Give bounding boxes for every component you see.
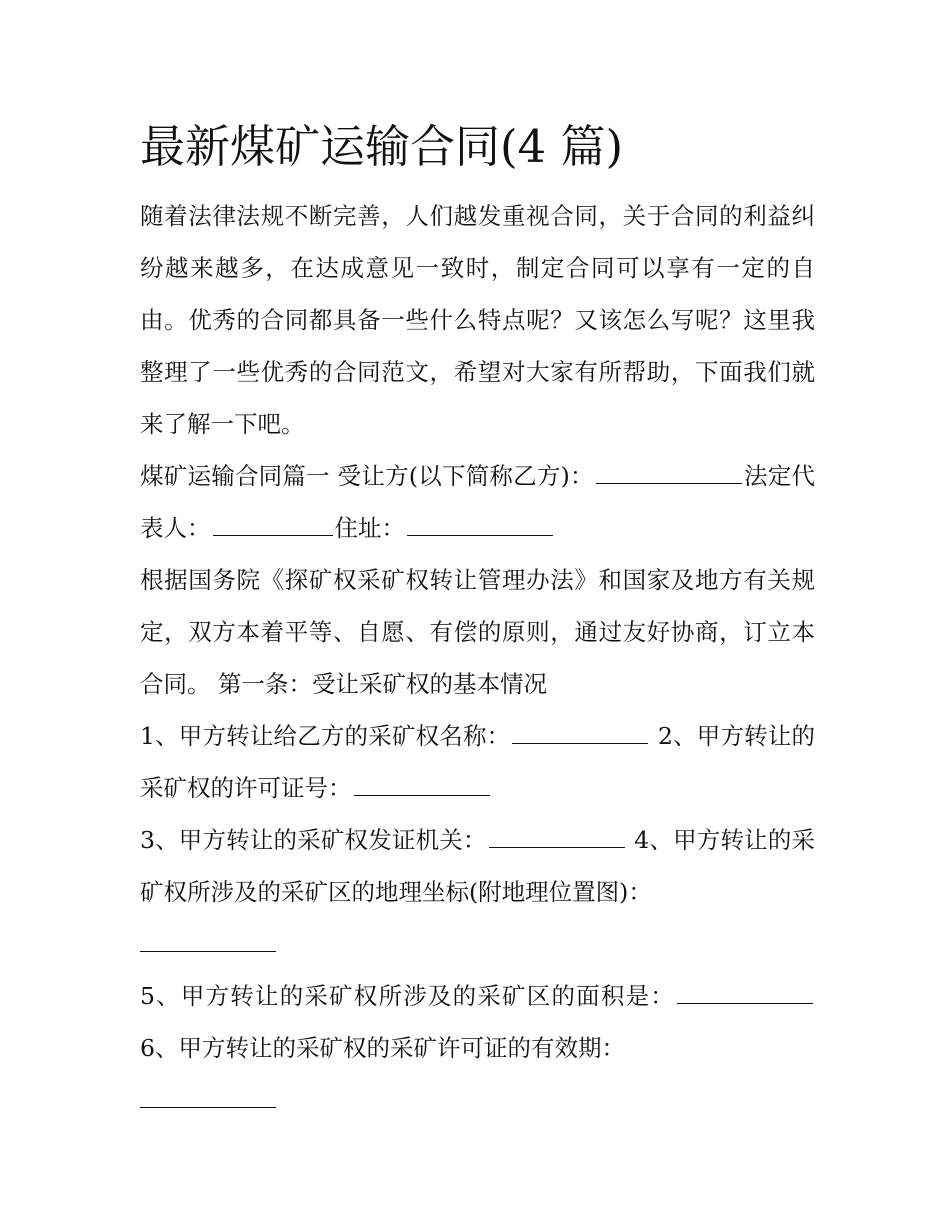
item-2-label: 2、甲方转让的采矿权的许可证号： [140,722,815,802]
basis-paragraph: 根据国务院《探矿权采矿权转让管理办法》和国家及地方有关规定，双方本着平等、自愿、有偿的原则，通过友好协商，订立本合同。 第一条：受让采矿权的基本情况 [140,566,815,698]
party-paragraph [140,450,815,554]
intro-paragraph: 随着法律法规不断完善，人们越发重视合同，关于合同的利益纠纷越来越多，在达成意见一致时，制定合同可以享有一定的自由。优秀的合同都具备一些什么特点呢？又该怎么写呢？这里我整理了一些优秀的合同范文，希望对大家有所帮助，下面我们就来了解一下吧。 [140,202,815,438]
legal-rep-blank [213,513,333,536]
document-body [140,112,815,1126]
item-6-blank [140,1085,276,1108]
item-4-blank [140,929,276,952]
item-4-label: 4、甲方转让的采矿权所涉及的采矿区的地理坐标(附地理位置图)： [140,826,815,906]
items-3-4-paragraph [140,814,815,918]
item-5-label: 5、甲方转让的采矿权所涉及的采矿区的面积是： [140,982,675,1010]
address-blank [407,513,553,536]
document-title: 最新煤矿运输合同(4 篇) [140,120,624,173]
address-label: 住址： [334,514,405,542]
item-5-blank [677,981,813,1004]
item-3-blank [489,825,625,848]
items-1-2-paragraph [140,710,815,814]
items-5-6-paragraph [140,970,815,1074]
party-label: 煤矿运输合同篇一 受让方(以下简称乙方)： [140,462,594,490]
item-1-blank [512,721,648,744]
item-6-blank-line [140,1074,815,1126]
legal-rep-label: 法定代表人： [140,462,816,542]
item-3-label: 3、甲方转让的采矿权发证机关： [140,826,487,854]
item-1-label: 1、甲方转让给乙方的采矿权名称： [140,722,511,750]
item-2-blank [354,773,490,796]
item-6-label: 6、甲方转让的采矿权的采矿许可证的有效期： [140,1034,625,1062]
party-name-blank [596,461,742,484]
item-4-blank-line [140,918,815,970]
